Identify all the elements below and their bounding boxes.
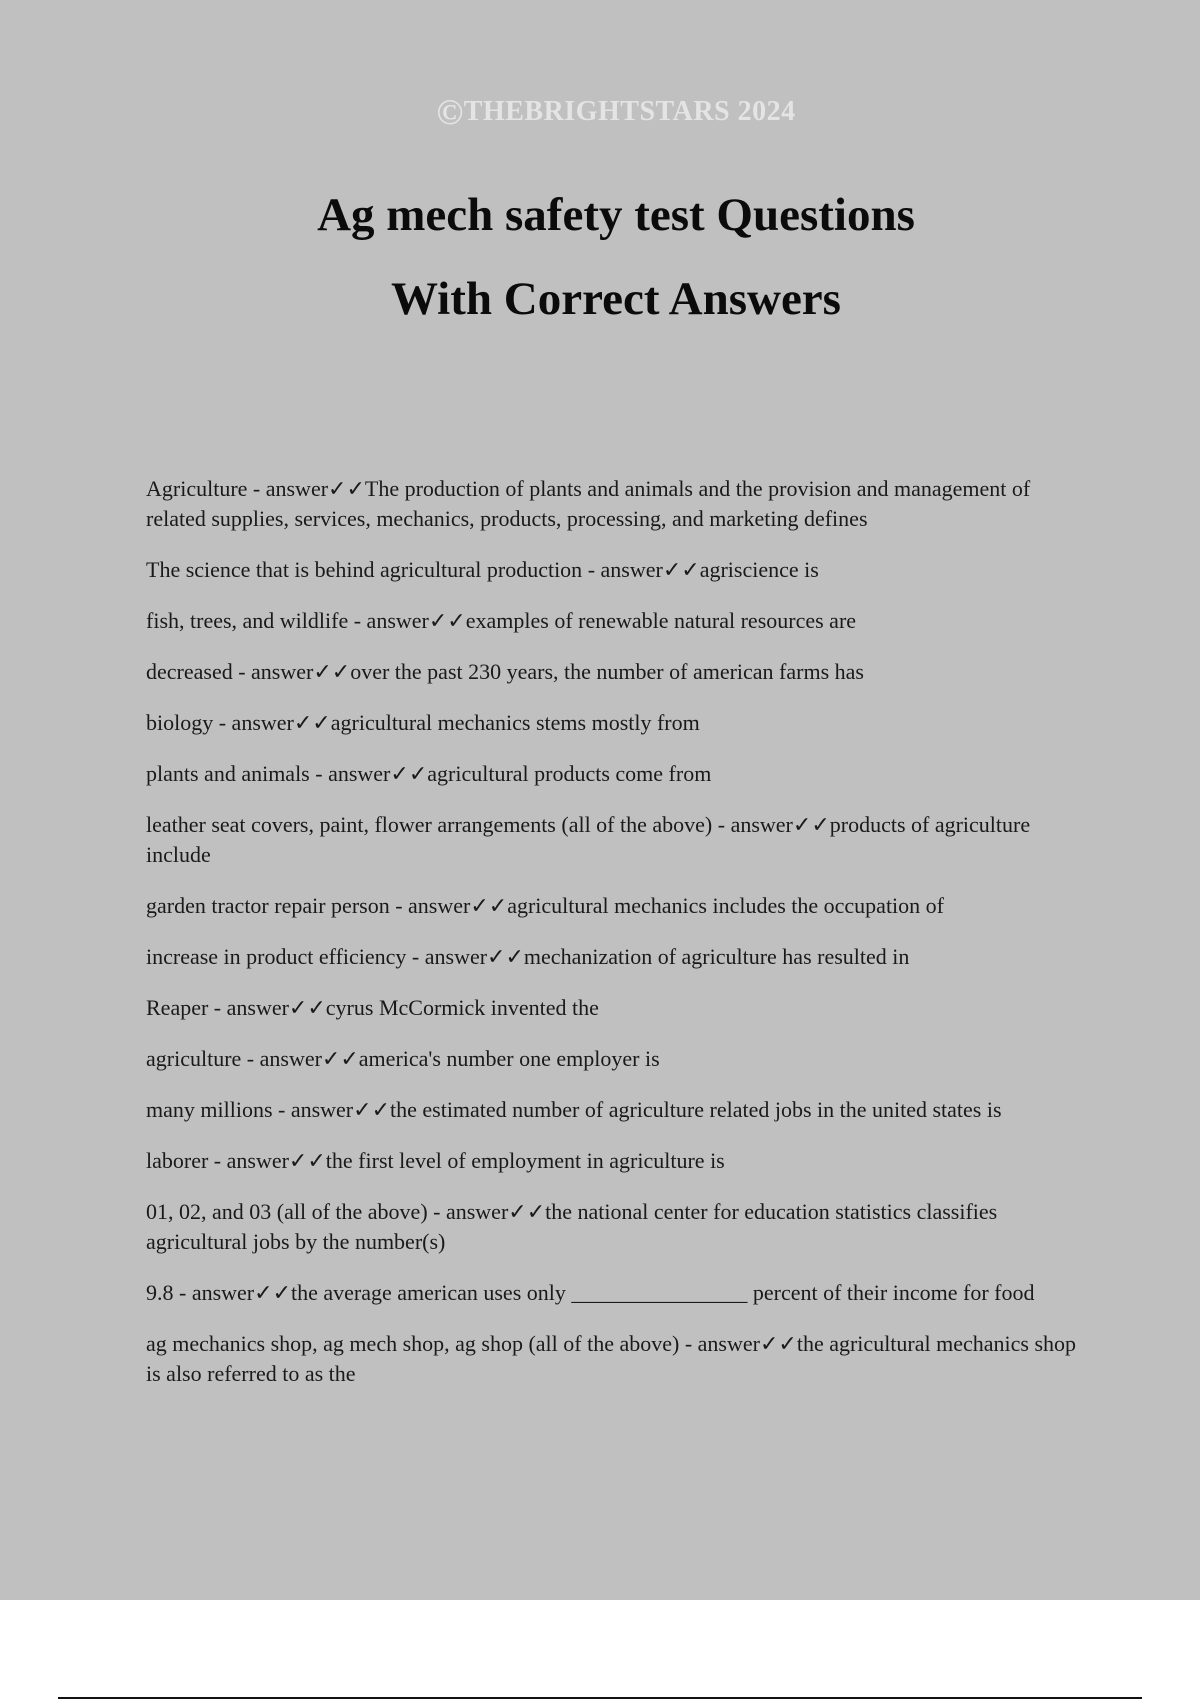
qa-answer: 9.8	[146, 1280, 174, 1305]
qa-answer: garden tractor repair person	[146, 893, 390, 918]
qa-question: over the past 230 years, the number of american farms has	[350, 659, 864, 684]
qa-item	[146, 606, 1090, 636]
qa-item	[146, 810, 1090, 870]
qa-answer: biology	[146, 710, 214, 735]
answer-check-separator: - answer✓✓	[272, 1097, 390, 1122]
qa-question: The production of plants and animals and the provision and management of related supplies, services, mechanics, products, processing, and marketing defines	[146, 476, 1031, 531]
qa-question: the agricultural mechanics shop is also referred to as the	[146, 1331, 1077, 1386]
question-answer-list	[146, 474, 1090, 1410]
answer-check-separator: - answer✓✓	[348, 608, 466, 633]
qa-question: the estimated number of agriculture related jobs in the united states is	[390, 1097, 1002, 1122]
qa-answer: 01, 02, and 03 (all of the above)	[146, 1199, 428, 1224]
qa-question: america's number one employer is	[358, 1046, 660, 1071]
qa-question: products of agriculture include	[146, 812, 1031, 867]
qa-question: the first level of employment in agriculture is	[325, 1148, 725, 1173]
qa-answer: increase in product efficiency	[146, 944, 407, 969]
qa-answer: plants and animals	[146, 761, 310, 786]
answer-check-separator: - answer✓✓	[208, 1148, 326, 1173]
document-title-line-1: Ag mech safety test Questions	[317, 189, 915, 241]
qa-answer: fish, trees, and wildlife	[146, 608, 349, 633]
answer-check-separator: - answer✓✓	[309, 761, 428, 786]
answer-check-separator: - answer✓✓	[389, 893, 508, 918]
answer-check-separator: - answer✓✓	[679, 1331, 797, 1356]
qa-answer: many millions	[146, 1097, 273, 1122]
answer-check-separator: - answer✓✓	[232, 659, 351, 684]
qa-question: agricultural mechanics includes the occupation of	[507, 893, 944, 918]
qa-question: mechanization of agriculture has resulted in	[523, 944, 910, 969]
qa-answer: The science that is behind agricultural production	[146, 557, 583, 582]
qa-item	[146, 1095, 1090, 1125]
copyright-watermark	[0, 92, 1200, 132]
answer-check-separator: - answer✓✓	[208, 995, 326, 1020]
answer-check-separator: - answer✓✓	[213, 710, 331, 735]
qa-item	[146, 708, 1090, 738]
qa-question: agricultural mechanics stems mostly from	[330, 710, 700, 735]
qa-item	[146, 1278, 1090, 1308]
qa-answer: Agriculture	[146, 476, 248, 501]
qa-answer: ag mechanics shop, ag mech shop, ag shop (all of the above)	[146, 1331, 680, 1356]
qa-question: the national center for education statistics classifies agricultural jobs by the number(s)	[146, 1199, 998, 1254]
qa-item	[146, 993, 1090, 1023]
qa-answer: decreased	[146, 659, 233, 684]
qa-question: agricultural products come from	[427, 761, 712, 786]
footer-divider	[58, 1697, 1142, 1699]
qa-answer: agriculture	[146, 1046, 242, 1071]
answer-check-separator: - answer✓✓	[582, 557, 700, 582]
qa-item	[146, 1197, 1090, 1257]
document-title-line-2: With Correct Answers	[391, 273, 841, 325]
qa-item	[146, 942, 1090, 972]
qa-item	[146, 1044, 1090, 1074]
qa-answer: leather seat covers, paint, flower arrangements (all of the above)	[146, 812, 713, 837]
qa-question: agriscience is	[699, 557, 819, 582]
qa-question: cyrus McCormick invented the	[325, 995, 599, 1020]
watermark-text: THEBRIGHTSTARS 2024	[463, 96, 796, 127]
qa-item	[146, 657, 1090, 687]
answer-check-separator: - answer✓✓	[427, 1199, 546, 1224]
answer-check-separator: - answer✓✓	[406, 944, 524, 969]
qa-item	[146, 555, 1090, 585]
qa-item	[146, 891, 1090, 921]
qa-item	[146, 1146, 1090, 1176]
qa-item	[146, 474, 1090, 534]
qa-item	[146, 759, 1090, 789]
qa-question: the average american uses only ________________ percent of their income for food	[291, 1280, 1035, 1305]
answer-check-separator: - answer✓✓	[241, 1046, 359, 1071]
answer-check-separator: - answer✓✓	[247, 476, 365, 501]
answer-check-separator: - answer✓✓	[173, 1280, 291, 1305]
qa-answer: laborer	[146, 1148, 209, 1173]
qa-item	[146, 1329, 1090, 1389]
answer-check-separator: - answer✓✓	[712, 812, 830, 837]
qa-answer: Reaper	[146, 995, 209, 1020]
copyright-icon: ©	[436, 92, 464, 132]
qa-question: examples of renewable natural resources are	[465, 608, 857, 633]
